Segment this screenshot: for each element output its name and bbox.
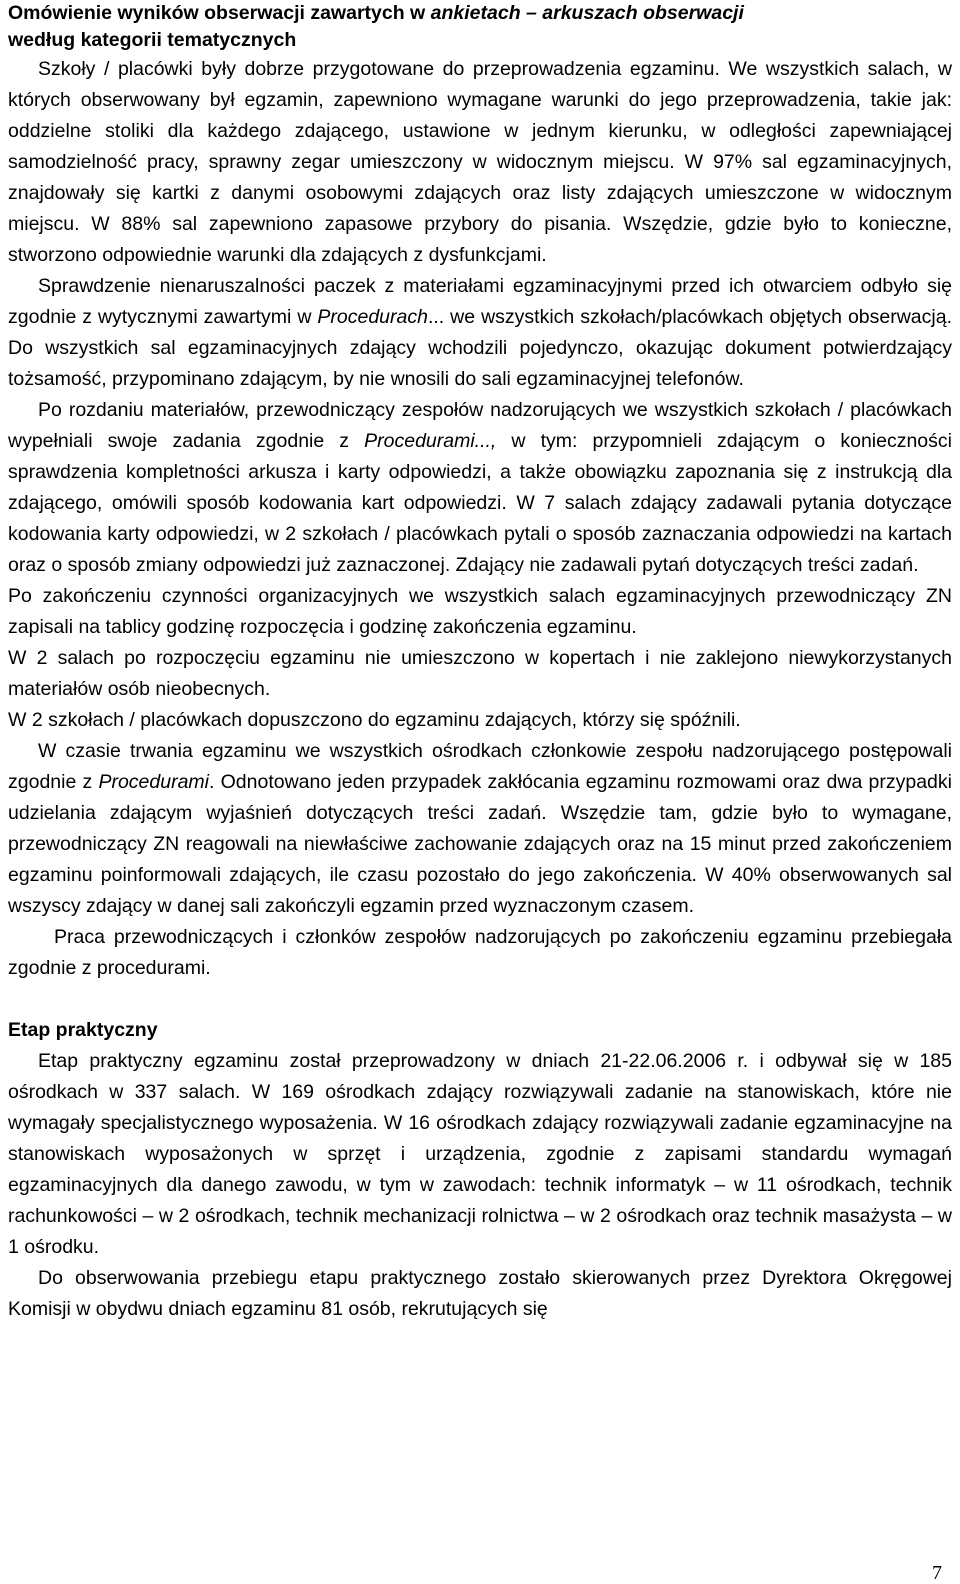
italic-text: Procedurach [317,306,428,328]
paragraph [8,395,952,581]
paragraph: Etap praktyczny egzaminu został przeprowadzony w dniach 21-22.06.2006 r. i odbywał się w 185 ośrodkach w 337 salach. W 169 ośrodkach zdający rozwiązywali zadanie na stanowiskach, które nie wymagały specjalistycznego wyposażenia. W 16 ośrodkach zdający rozwiązywali zadanie egzaminacyjne na stanowiskach wyposażonych w sprzęt i urządzenia, zgodnie z zapisami standardu wymagań egzaminacyjnych dla danego zawodu, w tym w zawodach: technik informatyk – w 11 ośrodkach, technik rachunkowości – w 2 ośrodkach, technik mechanizacji rolnictwa – w 2 ośrodkach oraz technik masażysta – w 1 ośrodku. [8,1050,952,1258]
italic-text: Procedurami [98,771,209,793]
section-heading: Etap praktyczny [8,1019,158,1041]
text-span: Po rozdaniu materiałów, przewodniczący zespołów nadzorujących we wszystkich szkołach / placówkach wypełniali swoje zadania zgodnie z [8,399,952,452]
spacer [8,984,952,1015]
page-number: 7 [932,1562,942,1584]
heading-part: według kategorii tematycznych [8,29,297,51]
heading-italic-part: ankietach – arkuszach obserwacji [430,2,744,24]
text-span: . Odnotowano jeden przypadek zakłócania egzaminu rozmowami oraz dwa przypadki udzielania zdającym wyjaśnień dotyczących treści zadań. Wszędzie tam, gdzie było to wymagane, przewodniczący ZN reagowali na niewłaściwe zachowanie zdających oraz na 15 minut przed zakończeniem egzaminu poinformowali zdających, ile czasu pozostało do jego zakończenia. W 40% obserwowanych sal wszyscy zdający w danej sali zakończyli egzamin przed wyznaczonym czasem. [8,771,952,917]
document-page [8,0,952,1584]
text-span: W czasie trwania egzaminu we wszystkich ośrodkach członkowie zespołu nadzorującego postępowali zgodnie z [8,740,952,793]
paragraph [8,271,952,395]
heading-part: Omówienie wyników obserwacji zawartych w [8,2,431,24]
paragraph [8,736,952,922]
section-heading [8,0,952,54]
paragraph: Do obserwowania przebiegu etapu praktycznego zostało skierowanych przez Dyrektora Okręgowej Komisji w obydwu dniach egzaminu 81 osób, rekrutujących się [8,1267,952,1320]
italic-text: Procedurami..., [364,430,497,452]
text-span: Sprawdzenie nienaruszalności paczek z materiałami egzaminacyjnymi przed ich otwarciem odbyło się zgodnie z wytycznymi zawartymi w [8,275,952,328]
paragraph: Po zakończeniu czynności organizacyjnych we wszystkich salach egzaminacyjnych przewodniczący ZN zapisali na tablicy godzinę rozpoczęcia i godzinę zakończenia egzaminu. [8,585,952,638]
paragraph: W 2 salach po rozpoczęciu egzaminu nie umieszczono w kopertach i nie zaklejono niewykorzystanych materiałów osób nieobecnych. [8,647,952,700]
text-span: ... we wszystkich szkołach/placówkach objętych obserwacją. Do wszystkich sal egzaminacyjnych zdający wchodzili pojedynczo, okazując dokument potwierdzający tożsamość, przypominano zdającym, by nie wnosili do sali egzaminacyjnej telefonów. [8,306,952,390]
text-span: w tym: przypomnieli zdającym o konieczności sprawdzenia kompletności arkusza i karty odpowiedzi, a także obowiązku zapoznania się z instrukcją dla zdającego, omówili sposób kodowania kart odpowiedzi. W 7 salach zdający zadawali pytania dotyczące kodowania karty odpowiedzi, w 2 szkołach / placówkach pytali o sposób zaznaczania odpowiedzi na kartach oraz o sposób zmiany odpowiedzi już zaznaczonej. Zdający nie zadawali pytań dotyczących treści zadań. [8,430,952,576]
paragraph: Szkoły / placówki były dobrze przygotowane do przeprowadzenia egzaminu. We wszystkich salach, w których obserwowany był egzamin, zapewniono wymagane warunki do jego przeprowadzenia, takie jak: oddzielne stoliki dla każdego zdającego, ustawione w jednym kierunku, w odległości zapewniającej samodzielność pracy, sprawny zegar umieszczony w widocznym miejscu. W 97% sal egzaminacyjnych, znajdowały się kartki z danymi osobowymi zdających oraz listy zdających umieszczone w widocznym miejscu. W 88% sal zapewniono zapasowe przybory do pisania. Wszędzie, gdzie było to konieczne, stworzono odpowiednie warunki dla zdających z dysfunkcjami. [8,58,952,266]
paragraph: Praca przewodniczących i członków zespołów nadzorujących po zakończeniu egzaminu przebiegała zgodnie z procedurami. [8,926,952,979]
paragraph: W 2 szkołach / placówkach dopuszczono do egzaminu zdających, którzy się spóźnili. [8,709,741,731]
